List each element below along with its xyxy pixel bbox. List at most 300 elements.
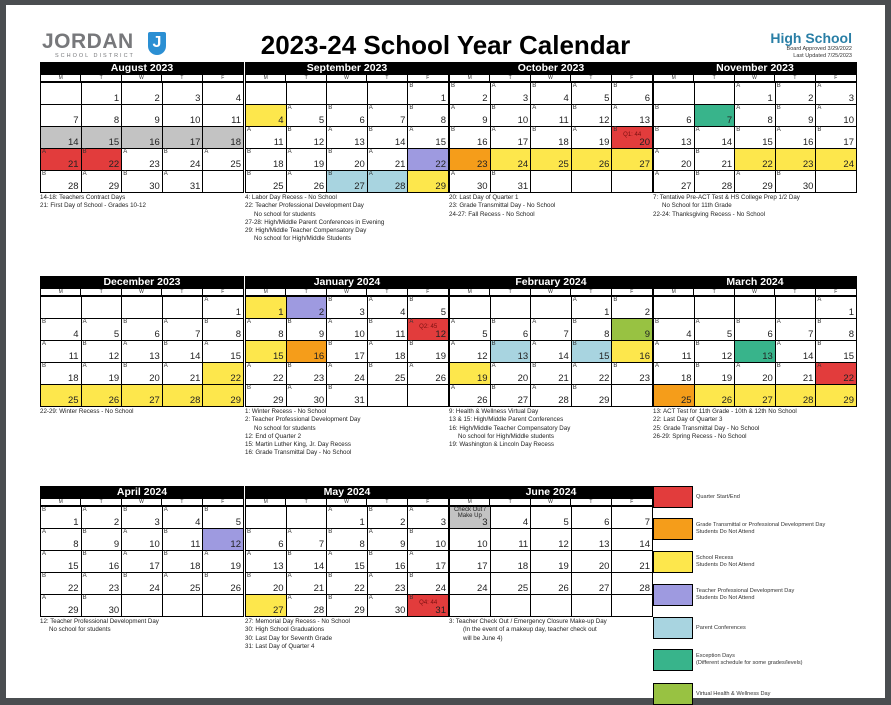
month-title: January 2024 xyxy=(245,276,449,289)
day-cell xyxy=(122,551,163,573)
day-cell xyxy=(816,105,857,127)
day-cell xyxy=(531,551,572,573)
day-cell xyxy=(816,83,857,105)
day-number: 10 xyxy=(435,539,446,550)
day-cell xyxy=(654,171,695,193)
day-number: 3 xyxy=(195,93,201,104)
month-march-2024 xyxy=(653,276,857,441)
month-title: December 2023 xyxy=(40,276,244,289)
note-line: No School for 11th Grade xyxy=(662,202,732,210)
day-cell xyxy=(287,529,328,551)
empty-cell xyxy=(695,83,736,105)
note-line: 30: High School Graduations xyxy=(245,626,325,634)
ab-day-label: B xyxy=(328,385,333,391)
ab-day-label: B xyxy=(368,363,373,369)
ab-day-label: A xyxy=(204,297,209,303)
empty-cell xyxy=(368,385,409,407)
empty-cell xyxy=(531,595,572,617)
day-number: 7 xyxy=(400,115,406,126)
ab-day-label: B xyxy=(123,507,128,513)
day-cell xyxy=(695,385,736,407)
day-cell xyxy=(41,507,82,529)
ab-day-label: A xyxy=(247,319,252,325)
day-cell xyxy=(491,319,532,341)
day-cell xyxy=(246,127,287,149)
ab-day-label: A xyxy=(287,573,292,579)
day-cell xyxy=(408,319,449,341)
weekday-label: M xyxy=(246,499,286,505)
day-cell xyxy=(612,341,653,363)
ab-day-label: B xyxy=(328,341,333,347)
day-cell xyxy=(491,171,532,193)
ab-day-label: B xyxy=(204,507,209,513)
day-cell xyxy=(695,149,736,171)
day-cell xyxy=(735,127,776,149)
ab-day-label: B xyxy=(328,573,333,579)
empty-cell xyxy=(41,297,82,319)
empty-cell xyxy=(450,595,491,617)
day-cell xyxy=(203,551,244,573)
day-number: 24 xyxy=(517,159,529,170)
empty-cell xyxy=(612,595,653,617)
ab-day-label: B xyxy=(532,363,537,369)
day-cell xyxy=(491,341,532,363)
day-number: 1 xyxy=(73,517,79,528)
ab-day-label: B xyxy=(287,363,292,369)
day-number: 19 xyxy=(598,137,610,148)
day-number: 24 xyxy=(435,583,446,594)
day-number: 3 xyxy=(848,93,854,104)
day-cell xyxy=(612,319,653,341)
ab-day-label: A xyxy=(328,363,333,369)
day-number: 15 xyxy=(273,351,284,362)
day-cell xyxy=(450,319,491,341)
day-number: 4 xyxy=(195,517,201,528)
month-notes xyxy=(653,408,857,441)
day-number: 8 xyxy=(73,539,79,550)
note-line: 16: Grade Transmittal Day - No School xyxy=(245,449,352,457)
day-cell xyxy=(327,127,368,149)
day-cell xyxy=(531,149,572,171)
note-line: 29: High/Middle Teacher Compensatory Day xyxy=(245,227,367,235)
day-grid xyxy=(653,296,857,407)
day-number: 23 xyxy=(149,159,160,170)
day-grid xyxy=(40,506,244,617)
weekday-label: T xyxy=(367,289,407,295)
ab-day-label: B xyxy=(613,127,618,133)
day-cell xyxy=(735,105,776,127)
ab-day-label: A xyxy=(287,595,292,601)
ab-day-label: B xyxy=(42,507,47,513)
day-cell xyxy=(531,105,572,127)
empty-cell xyxy=(654,83,695,105)
day-cell xyxy=(612,363,653,385)
weekday-label: W xyxy=(122,499,162,505)
day-number: 12 xyxy=(108,351,120,362)
ab-day-label: B xyxy=(695,363,700,369)
legend-swatch xyxy=(653,584,693,606)
day-cell xyxy=(491,529,532,551)
day-grid xyxy=(40,82,244,193)
weekday-label: W xyxy=(327,289,367,295)
month-title: March 2024 xyxy=(653,276,857,289)
day-cell xyxy=(612,507,653,529)
weekday-header xyxy=(449,75,653,82)
day-number: 17 xyxy=(517,137,529,148)
day-cell xyxy=(654,105,695,127)
day-grid xyxy=(653,82,857,193)
day-number: 6 xyxy=(359,115,365,126)
day-cell xyxy=(368,149,409,171)
legend-item-green xyxy=(653,683,863,705)
day-cell xyxy=(491,363,532,385)
day-number: 29 xyxy=(273,395,284,406)
day-cell xyxy=(82,105,123,127)
legend-label xyxy=(696,625,746,632)
ab-day-label: B xyxy=(82,149,87,155)
day-number: 1 xyxy=(604,307,610,318)
day-cell xyxy=(654,363,695,385)
ab-day-label: B xyxy=(123,171,128,177)
weekday-label: T xyxy=(490,499,530,505)
day-cell xyxy=(287,341,328,363)
day-number: 28 xyxy=(802,395,814,406)
day-cell xyxy=(531,319,572,341)
day-cell xyxy=(41,363,82,385)
empty-cell xyxy=(246,507,287,529)
ab-day-label: B xyxy=(532,83,537,89)
day-cell xyxy=(408,529,449,551)
day-number: 6 xyxy=(767,329,773,340)
day-number: 20 xyxy=(354,159,365,170)
ab-day-label: A xyxy=(42,149,47,155)
weekday-label: T xyxy=(571,499,611,505)
day-number: 27 xyxy=(681,181,692,192)
month-notes xyxy=(245,618,449,651)
day-number: 16 xyxy=(394,561,406,572)
day-number: 14 xyxy=(313,561,325,572)
month-december-2023 xyxy=(40,276,244,416)
day-number: 28 xyxy=(313,605,325,616)
day-cell xyxy=(287,385,328,407)
day-number: 30 xyxy=(149,181,160,192)
day-cell xyxy=(41,171,82,193)
day-number: 12 xyxy=(558,539,569,550)
day-cell xyxy=(327,297,368,319)
logo-subtitle: SCHOOL DISTRICT xyxy=(55,53,135,59)
day-cell xyxy=(491,385,532,407)
ab-day-label: B xyxy=(776,171,781,177)
empty-cell xyxy=(531,171,572,193)
ab-day-label: B xyxy=(695,341,700,347)
day-number: 31 xyxy=(435,605,446,616)
day-number: 30 xyxy=(477,181,488,192)
day-cell xyxy=(450,385,491,407)
ab-day-label: B xyxy=(328,105,333,111)
weekday-label: T xyxy=(490,289,530,295)
ab-day-label: A xyxy=(328,551,333,557)
note-line: 7: Tentative Pre-ACT Test & HS College Prep 1/2 Day xyxy=(653,194,800,201)
day-cell xyxy=(408,127,449,149)
empty-cell xyxy=(695,297,736,319)
ab-day-label: A xyxy=(532,105,537,111)
legend-label xyxy=(696,522,825,536)
ab-day-label: A xyxy=(572,363,577,369)
day-cell xyxy=(41,551,82,573)
day-cell xyxy=(82,551,123,573)
day-number: 24 xyxy=(354,373,365,384)
day-cell xyxy=(203,363,244,385)
day-number: 27 xyxy=(149,395,160,406)
day-cell xyxy=(122,127,163,149)
day-number: 27 xyxy=(598,583,610,594)
note-line: 9: Health & Wellness Virtual Day xyxy=(449,408,539,415)
day-number: 16 xyxy=(313,351,325,362)
ab-day-label: B xyxy=(328,149,333,155)
day-cell xyxy=(82,171,123,193)
empty-cell xyxy=(82,297,123,319)
month-september-2023 xyxy=(245,62,449,244)
month-april-2024 xyxy=(40,486,244,635)
day-cell xyxy=(450,551,491,573)
ab-day-label: A xyxy=(204,341,209,347)
day-number: 18 xyxy=(189,561,201,572)
ab-day-label: A xyxy=(328,127,333,133)
day-cell xyxy=(203,507,244,529)
ab-day-label: B xyxy=(776,363,781,369)
day-cell xyxy=(327,363,368,385)
legend-label-line: (Different schedule for some grades/levels) xyxy=(696,660,803,666)
ab-day-label: B xyxy=(328,297,333,303)
day-cell xyxy=(41,149,82,171)
legend-label-line: Parent Conferences xyxy=(696,625,746,631)
day-number: 5 xyxy=(318,115,325,126)
ab-day-label: A xyxy=(776,341,781,347)
day-number: 10 xyxy=(354,329,365,340)
day-number: 11 xyxy=(395,329,406,340)
day-cell xyxy=(163,319,204,341)
day-cell xyxy=(776,149,817,171)
day-number: 17 xyxy=(149,561,160,572)
day-number: 12 xyxy=(477,351,488,362)
day-cell xyxy=(450,171,491,193)
day-cell xyxy=(203,341,244,363)
day-number: 14 xyxy=(394,137,406,148)
day-number: 8 xyxy=(848,329,854,340)
day-cell xyxy=(41,341,82,363)
day-cell xyxy=(122,319,163,341)
ab-day-label: B xyxy=(776,105,781,111)
day-number: 14 xyxy=(558,351,569,362)
day-number: 14 xyxy=(721,137,733,148)
day-cell xyxy=(408,341,449,363)
empty-cell xyxy=(408,385,449,407)
ab-day-label: A xyxy=(368,341,373,347)
day-number: 26 xyxy=(721,395,733,406)
day-number: 31 xyxy=(189,181,201,192)
ab-day-label: B xyxy=(572,105,577,111)
day-number: 21 xyxy=(721,159,733,170)
month-title: September 2023 xyxy=(245,62,449,75)
ab-day-label: A xyxy=(368,573,373,579)
day-number: 24 xyxy=(149,583,160,594)
day-cell xyxy=(450,105,491,127)
legend-swatch xyxy=(653,486,693,508)
day-number: 12 xyxy=(313,137,325,148)
day-number: 7 xyxy=(73,115,79,126)
day-number: 25 xyxy=(517,583,529,594)
day-cell xyxy=(572,507,613,529)
day-cell xyxy=(287,319,328,341)
weekday-label: T xyxy=(286,499,326,505)
day-cell xyxy=(572,551,613,573)
ab-day-label: A xyxy=(368,149,373,155)
ab-day-label: B xyxy=(204,319,209,325)
day-cell xyxy=(368,127,409,149)
ab-day-label: B xyxy=(82,595,87,601)
month-notes xyxy=(245,194,449,244)
day-number: 19 xyxy=(477,373,488,384)
day-cell xyxy=(735,171,776,193)
day-number: 21 xyxy=(558,373,569,384)
ab-day-label: B xyxy=(532,127,537,133)
legend-label xyxy=(696,691,770,698)
weekday-label: T xyxy=(162,75,202,81)
day-cell xyxy=(163,105,204,127)
day-number: 20 xyxy=(517,373,529,384)
day-number: 13 xyxy=(598,539,610,550)
ab-day-label: B xyxy=(42,319,47,325)
weekday-label: F xyxy=(221,499,225,505)
day-cell xyxy=(491,551,532,573)
day-cell xyxy=(695,105,736,127)
day-cell xyxy=(203,385,244,407)
day-number: 27 xyxy=(273,605,284,616)
day-cell xyxy=(163,573,204,595)
day-number: 25 xyxy=(681,395,692,406)
ab-day-label: A xyxy=(655,171,660,177)
day-number: 29 xyxy=(598,395,610,406)
day-cell xyxy=(122,171,163,193)
month-june-2024 xyxy=(449,486,653,643)
day-number: 18 xyxy=(517,561,529,572)
ab-day-label: A xyxy=(163,319,168,325)
day-cell xyxy=(246,105,287,127)
day-number: 23 xyxy=(108,583,120,594)
weekday-header xyxy=(40,499,244,506)
day-number: 25 xyxy=(68,395,79,406)
day-number: 13 xyxy=(639,115,650,126)
day-cell xyxy=(368,551,409,573)
day-number: 2 xyxy=(400,517,406,528)
ab-day-label: B xyxy=(613,363,618,369)
note-line: 23: Grade Transmittal Day - No School xyxy=(449,202,556,210)
day-cell xyxy=(776,363,817,385)
note-line: 19: Washington & Lincoln Day Recess xyxy=(449,441,555,449)
day-grid xyxy=(40,296,244,407)
weekday-header xyxy=(653,289,857,296)
day-number: 27 xyxy=(639,159,650,170)
ab-day-label: A xyxy=(247,551,252,557)
day-number: 30 xyxy=(802,181,814,192)
day-number: 2 xyxy=(318,307,325,318)
day-cell xyxy=(246,595,287,617)
day-number: 12 xyxy=(721,351,733,362)
day-cell xyxy=(122,363,163,385)
day-cell xyxy=(41,385,82,407)
ab-day-label: A xyxy=(532,341,537,347)
day-number: 21 xyxy=(394,159,406,170)
day-number: 23 xyxy=(802,159,814,170)
day-cell xyxy=(41,127,82,149)
ab-day-label: B xyxy=(451,127,456,133)
weekday-label: M xyxy=(450,289,490,295)
ab-day-label: B xyxy=(409,83,414,89)
note-line: 16: High/Middle Teacher Compensatory Day xyxy=(449,424,571,432)
month-title: April 2024 xyxy=(40,486,244,499)
day-number: 30 xyxy=(313,395,325,406)
weekday-label: W xyxy=(122,75,162,81)
day-number: 29 xyxy=(762,181,773,192)
ab-day-label: B xyxy=(247,171,252,177)
day-grid xyxy=(245,506,449,617)
ab-day-label: A xyxy=(776,127,781,133)
empty-cell xyxy=(368,83,409,105)
day-cell xyxy=(408,171,449,193)
day-cell xyxy=(572,573,613,595)
day-cell xyxy=(368,595,409,617)
ab-day-label: B xyxy=(409,573,414,579)
ab-day-label: B xyxy=(247,573,252,579)
month-notes xyxy=(40,408,244,416)
day-number: 31 xyxy=(517,181,529,192)
ab-day-label: B xyxy=(328,529,333,535)
weekday-label: T xyxy=(775,75,815,81)
day-cell xyxy=(491,507,532,529)
day-number: 20 xyxy=(149,373,160,384)
ab-day-label: A xyxy=(409,319,414,325)
day-number: 28 xyxy=(68,181,79,192)
day-number: 19 xyxy=(721,373,733,384)
day-cell xyxy=(735,385,776,407)
day-cell xyxy=(531,573,572,595)
day-cell xyxy=(82,385,123,407)
note-line: 27: Memorial Day Recess - No School xyxy=(245,618,350,625)
day-cell xyxy=(246,319,287,341)
weekday-label: W xyxy=(531,75,571,81)
weekday-label: W xyxy=(531,499,571,505)
day-cell xyxy=(408,149,449,171)
ab-day-label: A xyxy=(695,319,700,325)
note-line: 3: Teacher Check Out / Emergency Closure Make-up Day xyxy=(449,618,607,625)
day-cell xyxy=(82,341,123,363)
day-number: 15 xyxy=(843,351,854,362)
ab-day-label: B xyxy=(368,319,373,325)
legend-item-blue xyxy=(653,617,863,639)
ab-day-label: A xyxy=(42,551,47,557)
day-number: 9 xyxy=(808,115,814,126)
day-cell xyxy=(735,363,776,385)
day-cell xyxy=(368,171,409,193)
ab-day-label: B xyxy=(613,297,618,303)
day-number: 30 xyxy=(394,605,406,616)
day-cell xyxy=(368,319,409,341)
day-cell xyxy=(327,551,368,573)
day-number: 26 xyxy=(313,181,325,192)
ab-day-label: B xyxy=(695,149,700,155)
ab-day-label: A xyxy=(163,171,168,177)
day-cell xyxy=(408,507,449,529)
